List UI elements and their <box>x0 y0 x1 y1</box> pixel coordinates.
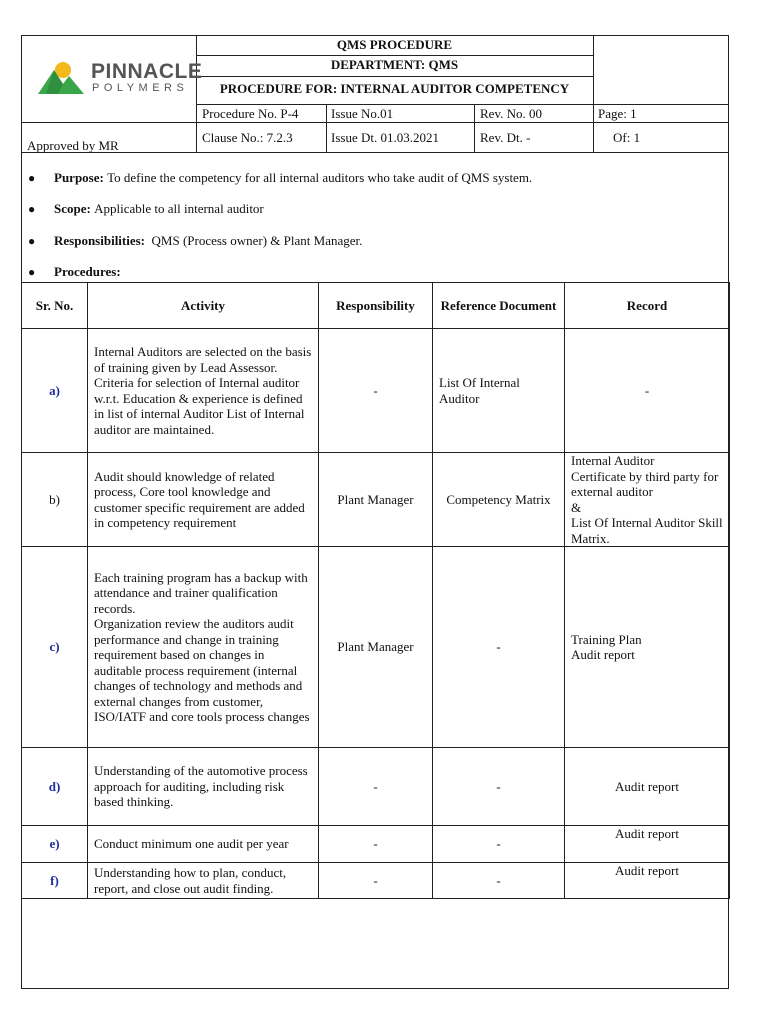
purpose-text: To define the competency for all internal auditors who take audit of QMS system. <box>107 170 533 185</box>
table-row <box>22 863 730 899</box>
record-cell: Audit report <box>565 826 730 863</box>
table-header-row <box>22 283 730 329</box>
bullet-icon: ● <box>28 234 36 248</box>
scope-text: Applicable to all internal auditor <box>94 201 264 216</box>
responsibility-cell: - <box>319 329 433 453</box>
activity-cell: Understanding how to plan, conduct, report, and close out audit finding. <box>88 863 319 899</box>
purpose-label: Purpose: <box>54 170 104 185</box>
responsibilities-label: Responsibilities: <box>54 233 146 248</box>
responsibility-cell: - <box>319 863 433 899</box>
approved-by: Approved by MR <box>27 138 119 153</box>
header-divider <box>593 35 594 152</box>
pinnacle-logo-icon <box>36 58 88 96</box>
header-divider <box>21 122 729 123</box>
revision-number: Rev. No. 00 <box>480 106 542 121</box>
procedures-item <box>28 264 121 280</box>
record-cell: Audit report <box>565 863 730 899</box>
table-row <box>22 748 730 826</box>
column-header-record: Record <box>565 283 730 329</box>
responsibility-cell: Plant Manager <box>319 453 433 547</box>
responsibility-cell: - <box>319 748 433 826</box>
procedure-for-title: PROCEDURE FOR: INTERNAL AUDITOR COMPETENCY <box>219 81 570 96</box>
header-divider <box>474 104 475 152</box>
header-divider <box>196 76 593 77</box>
header-divider <box>326 104 327 152</box>
activity-cell: Understanding of the automotive process approach for auditing, including risk based thinking. <box>88 748 319 826</box>
responsibility-cell: - <box>319 826 433 863</box>
procedures-label: Procedures: <box>54 264 121 279</box>
bullet-icon: ● <box>28 265 36 279</box>
header-divider <box>21 152 729 153</box>
column-header-responsibility: Responsibility <box>319 283 433 329</box>
header-divider <box>196 104 729 105</box>
sr-no-cell: e) <box>22 826 88 863</box>
record-cell: - <box>565 329 730 453</box>
page-number: Page: 1 <box>598 106 637 121</box>
company-subname: POLYMERS <box>92 82 189 94</box>
sr-no-cell: b) <box>22 453 88 547</box>
sr-no-cell: f) <box>22 863 88 899</box>
activity-cell: Audit should knowledge of related process, Core tool knowledge and customer specific requirement are added in competency requirement <box>88 453 319 547</box>
page-of: Of: 1 <box>613 130 641 145</box>
record-cell: Audit report <box>565 748 730 826</box>
doc-type-title: QMS PROCEDURE <box>336 37 453 52</box>
column-header-activity: Activity <box>88 283 319 329</box>
table-row <box>22 453 730 547</box>
table-row <box>22 826 730 863</box>
sr-no-cell: c) <box>22 547 88 748</box>
issue-date: Issue Dt. 01.03.2021 <box>331 130 439 145</box>
issue-number: Issue No.01 <box>331 106 394 121</box>
activity-cell: Conduct minimum one audit per year <box>88 826 319 863</box>
header-divider <box>196 55 593 56</box>
bullet-icon: ● <box>28 171 36 185</box>
activity-cell: Internal Auditors are selected on the basis of training given by Lead Assessor. Criteria for selection of Internal auditor w.r.t. Education & experience is defined in list of internal Auditor List of Internal auditor are maintained. <box>88 329 319 453</box>
table-row <box>22 547 730 748</box>
sr-no-cell: d) <box>22 748 88 826</box>
reference-cell: - <box>433 863 565 899</box>
column-header-reference-document: Reference Document <box>433 283 565 329</box>
purpose-item <box>28 170 532 186</box>
table-row <box>22 329 730 453</box>
company-name: PINNACLE <box>91 60 203 83</box>
reference-cell: List Of Internal Auditor <box>433 329 565 453</box>
responsibilities-text: QMS (Process owner) & Plant Manager. <box>151 233 363 248</box>
responsibility-cell: Plant Manager <box>319 547 433 748</box>
scope-item <box>28 201 264 217</box>
record-cell: Internal Auditor Certificate by third party for external auditor & List Of Internal Auditor Skill Matrix. <box>565 453 730 547</box>
sr-no-cell: a) <box>22 329 88 453</box>
department-title: DEPARTMENT: QMS <box>330 57 459 72</box>
reference-cell: - <box>433 748 565 826</box>
column-header-sr-no: Sr. No. <box>22 283 88 329</box>
procedure-table <box>21 282 730 899</box>
reference-cell: - <box>433 826 565 863</box>
reference-cell: - <box>433 547 565 748</box>
record-cell: Training Plan Audit report <box>565 547 730 748</box>
procedure-number: Procedure No. P-4 <box>202 106 299 121</box>
responsibilities-item <box>28 233 362 249</box>
bullet-icon: ● <box>28 202 36 216</box>
scope-label: Scope: <box>54 201 91 216</box>
reference-cell: Competency Matrix <box>433 453 565 547</box>
revision-date: Rev. Dt. - <box>480 130 531 145</box>
clause-number: Clause No.: 7.2.3 <box>202 130 293 145</box>
activity-cell: Each training program has a backup with attendance and trainer qualification records. Organization review the auditors audit performance and change in training requirement based on changes in auditable process requirement (internal changes of technology and methods and external changes from customer, ISO/IATF and core tools process changes <box>88 547 319 748</box>
